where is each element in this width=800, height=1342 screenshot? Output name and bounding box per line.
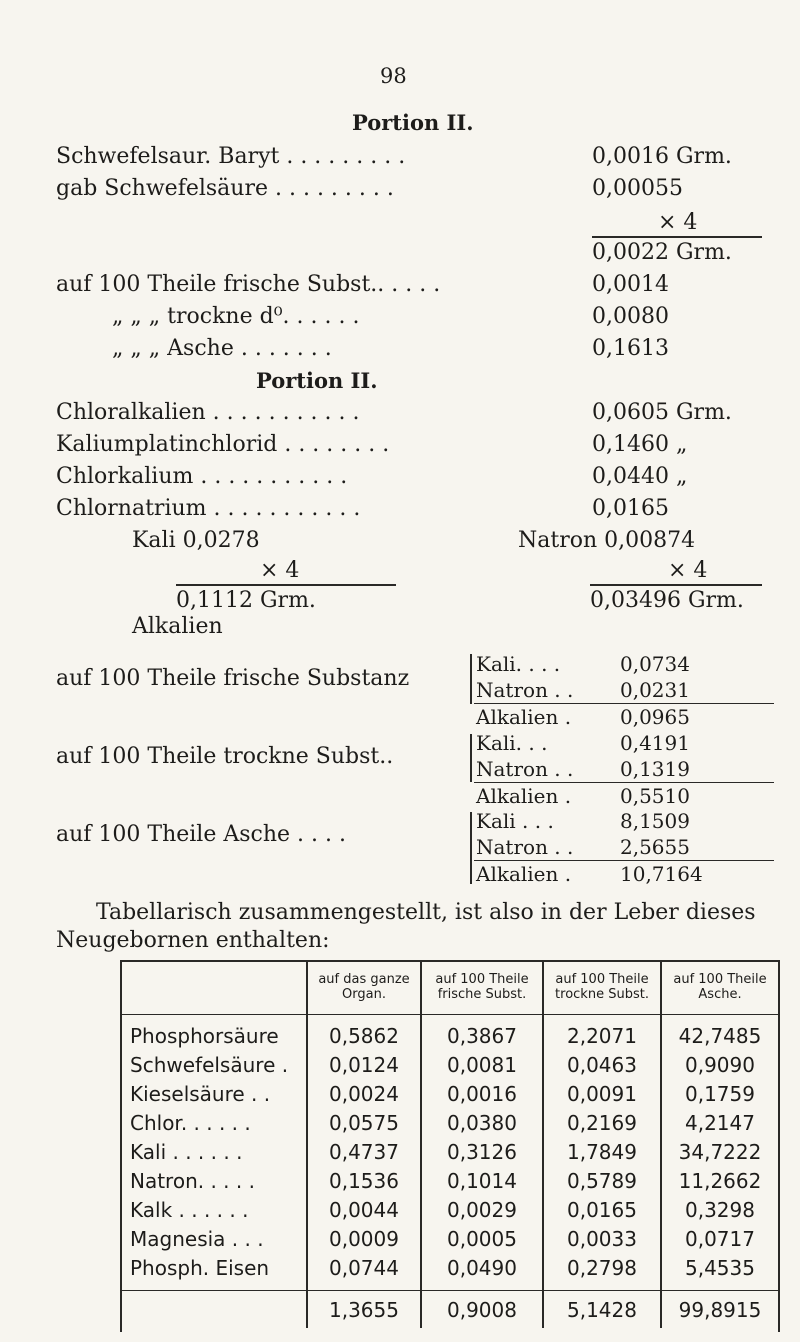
- group-1-row-3-name: Alkalien .: [476, 705, 572, 729]
- table-cell: 42,7485: [678, 1024, 762, 1048]
- group-3-row-1-name: Kali . . .: [476, 809, 554, 833]
- table-cell: 4,2147: [685, 1111, 755, 1135]
- natron-multiplier: × 4: [668, 558, 708, 583]
- alkalien-caption: Alkalien: [132, 614, 223, 639]
- natron-label: Natron 0,00874: [518, 528, 696, 553]
- group-2-label: auf 100 Theile trockne Subst..: [56, 744, 394, 769]
- table-row-label: Phosphorsäure: [130, 1024, 279, 1048]
- table-cell: 0,5862: [329, 1024, 399, 1048]
- table-cell: 0,0081: [447, 1053, 517, 1077]
- table-cell: 0,0091: [567, 1082, 637, 1106]
- portion-b-line-4-value: 0,0165: [592, 496, 669, 521]
- table-cell: 0,0016: [447, 1082, 517, 1106]
- table-row-label: Natron. . . . .: [130, 1169, 255, 1193]
- table-cell: 0,0575: [329, 1111, 399, 1135]
- kali-sum-rule: [176, 584, 396, 586]
- group-1-row-1-value: 0,0734: [620, 652, 690, 676]
- group-3-row-3-value: 10,7164: [620, 862, 703, 886]
- table-cell: 0,3867: [447, 1024, 517, 1048]
- kali-label: Kali 0,0278: [132, 528, 260, 553]
- natron-product: 0,03496 Grm.: [590, 588, 744, 613]
- table-total-col-4: 99,8915: [678, 1298, 762, 1322]
- portion-a-per100-3-label: „ „ „ Asche . . . . . . .: [112, 336, 332, 361]
- table-cell: 0,3298: [685, 1198, 755, 1222]
- group-2-row-3-value: 0,5510: [620, 784, 690, 808]
- table-cell: 1,7849: [567, 1140, 637, 1164]
- table-cell: 2,2071: [567, 1024, 637, 1048]
- group-1-row-3-value: 0,0965: [620, 705, 690, 729]
- table-row-label: Schwefelsäure .: [130, 1053, 289, 1077]
- table-total-rule: [122, 1290, 778, 1291]
- portion-b-line-1-value: 0,0605 Grm.: [592, 400, 732, 425]
- table-cell: 0,0124: [329, 1053, 399, 1077]
- table-row-label: Magnesia . . .: [130, 1227, 264, 1251]
- table-col-div-4: [660, 962, 662, 1328]
- portion-a-sum-rule: [592, 236, 762, 238]
- portion-a-line-1-label: Schwefelsaur. Baryt . . . . . . . . .: [56, 144, 406, 169]
- table-cell: 5,4535: [685, 1256, 755, 1280]
- kali-product: 0,1112 Grm.: [176, 588, 316, 613]
- portion-a-per100-2-value: 0,0080: [592, 304, 669, 329]
- group-1-label: auf 100 Theile frische Substanz: [56, 666, 410, 691]
- portion-a-line-2-label: gab Schwefelsäure . . . . . . . . .: [56, 176, 394, 201]
- table-cell: 0,0463: [567, 1053, 637, 1077]
- table-cell: 0,0009: [329, 1227, 399, 1251]
- table-cell: 0,1759: [685, 1082, 755, 1106]
- table-cell: 0,0165: [567, 1198, 637, 1222]
- group-2-row-2-value: 0,1319: [620, 757, 690, 781]
- table-cell: 0,4737: [329, 1140, 399, 1164]
- table-header-col-1: auf das ganze Organ.: [318, 972, 410, 1002]
- portion-b-heading: Portion II.: [256, 368, 378, 393]
- group-3-row-2-value: 2,5655: [620, 835, 690, 859]
- summary-line-1: Tabellarisch zusammengestellt, ist also in der Leber dieses: [96, 900, 756, 925]
- group-2-row-1-value: 0,4191: [620, 731, 690, 755]
- table-cell: 0,0744: [329, 1256, 399, 1280]
- table-cell: 0,0490: [447, 1256, 517, 1280]
- natron-sum-rule: [590, 584, 762, 586]
- table-cell: 0,0044: [329, 1198, 399, 1222]
- portion-a-per100-1-value: 0,0014: [592, 272, 669, 297]
- portion-b-line-3-value: 0,0440 „: [592, 464, 688, 489]
- group-2-row-1-name: Kali. . .: [476, 731, 548, 755]
- table-cell: 0,0024: [329, 1082, 399, 1106]
- group-1-row-2-name: Natron . .: [476, 678, 574, 702]
- table-header-rule: [122, 1014, 778, 1015]
- group-3-label: auf 100 Theile Asche . . . .: [56, 822, 346, 847]
- table-cell: 0,0717: [685, 1227, 755, 1251]
- table-cell: 0,2798: [567, 1256, 637, 1280]
- portion-b-line-4-label: Chlornatrium . . . . . . . . . . .: [56, 496, 361, 521]
- table-cell: 34,7222: [678, 1140, 762, 1164]
- portion-a-heading: Portion II.: [352, 110, 474, 135]
- table-row-label: Kieselsäure . .: [130, 1082, 271, 1106]
- table-header-col-2: auf 100 Theile frische Subst.: [435, 972, 529, 1002]
- table-cell: 0,0029: [447, 1198, 517, 1222]
- table-col-div-1: [306, 962, 308, 1328]
- group-2-row-3-name: Alkalien .: [476, 784, 572, 808]
- table-row-label: Kali . . . . . .: [130, 1140, 243, 1164]
- group-3-row-2-name: Natron . .: [476, 835, 574, 859]
- group-1-brace: [470, 654, 472, 704]
- table-cell: 0,1536: [329, 1169, 399, 1193]
- group-1-row-1-name: Kali. . . .: [476, 652, 561, 676]
- group-2-brace: [470, 734, 472, 782]
- table-total-col-3: 5,1428: [567, 1298, 637, 1322]
- portion-b-line-2-value: 0,1460 „: [592, 432, 688, 457]
- table-cell: 0,3126: [447, 1140, 517, 1164]
- table-cell: 0,0380: [447, 1111, 517, 1135]
- kali-multiplier: × 4: [260, 558, 300, 583]
- portion-a-per100-2-label: „ „ „ trockne d⁰. . . . . .: [112, 304, 360, 329]
- table-total-col-2: 0,9008: [447, 1298, 517, 1322]
- table-row-label: Phosph. Eisen: [130, 1256, 270, 1280]
- table-top-rule: [120, 960, 780, 962]
- table-cell: 11,2662: [678, 1169, 762, 1193]
- group-2-sum-rule: [474, 782, 774, 783]
- group-3-row-1-value: 8,1509: [620, 809, 690, 833]
- table-cell: 0,1014: [447, 1169, 517, 1193]
- group-2-row-2-name: Natron . .: [476, 757, 574, 781]
- portion-b-line-1-label: Chloralkalien . . . . . . . . . . .: [56, 400, 360, 425]
- portion-a-line-1-value: 0,0016 Grm.: [592, 144, 732, 169]
- group-3-brace: [470, 812, 472, 884]
- table-row-label: Chlor. . . . . .: [130, 1111, 251, 1135]
- table-right-border: [778, 962, 780, 1332]
- table-row-label: Kalk . . . . . .: [130, 1198, 249, 1222]
- table-cell: 0,9090: [685, 1053, 755, 1077]
- table-header-col-3: auf 100 Theile trockne Subst.: [555, 972, 649, 1002]
- table-left-border: [120, 962, 122, 1332]
- page-number: 98: [380, 64, 407, 88]
- table-cell: 0,5789: [567, 1169, 637, 1193]
- table-cell: 0,0033: [567, 1227, 637, 1251]
- portion-a-product: 0,0022 Grm.: [592, 240, 732, 265]
- table-total-col-1: 1,3655: [329, 1298, 399, 1322]
- portion-a-per100-3-value: 0,1613: [592, 336, 669, 361]
- table-cell: 0,2169: [567, 1111, 637, 1135]
- portion-b-line-2-label: Kaliumplatinchlorid . . . . . . . .: [56, 432, 390, 457]
- table-cell: 0,0005: [447, 1227, 517, 1251]
- portion-a-multiplier: × 4: [658, 210, 698, 235]
- table-col-div-2: [420, 962, 422, 1328]
- group-3-row-3-name: Alkalien .: [476, 862, 572, 886]
- portion-a-per100-1-label: auf 100 Theile frische Subst.. . . . .: [56, 272, 441, 297]
- portion-b-line-3-label: Chlorkalium . . . . . . . . . . .: [56, 464, 348, 489]
- group-1-sum-rule: [474, 703, 774, 704]
- group-3-sum-rule: [474, 860, 774, 861]
- table-col-div-3: [542, 962, 544, 1328]
- table-header-col-4: auf 100 Theile Asche.: [673, 972, 767, 1002]
- portion-a-line-2-value: 0,00055: [592, 176, 683, 201]
- summary-line-2: Neugebornen enthalten:: [56, 928, 330, 953]
- group-1-row-2-value: 0,0231: [620, 678, 690, 702]
